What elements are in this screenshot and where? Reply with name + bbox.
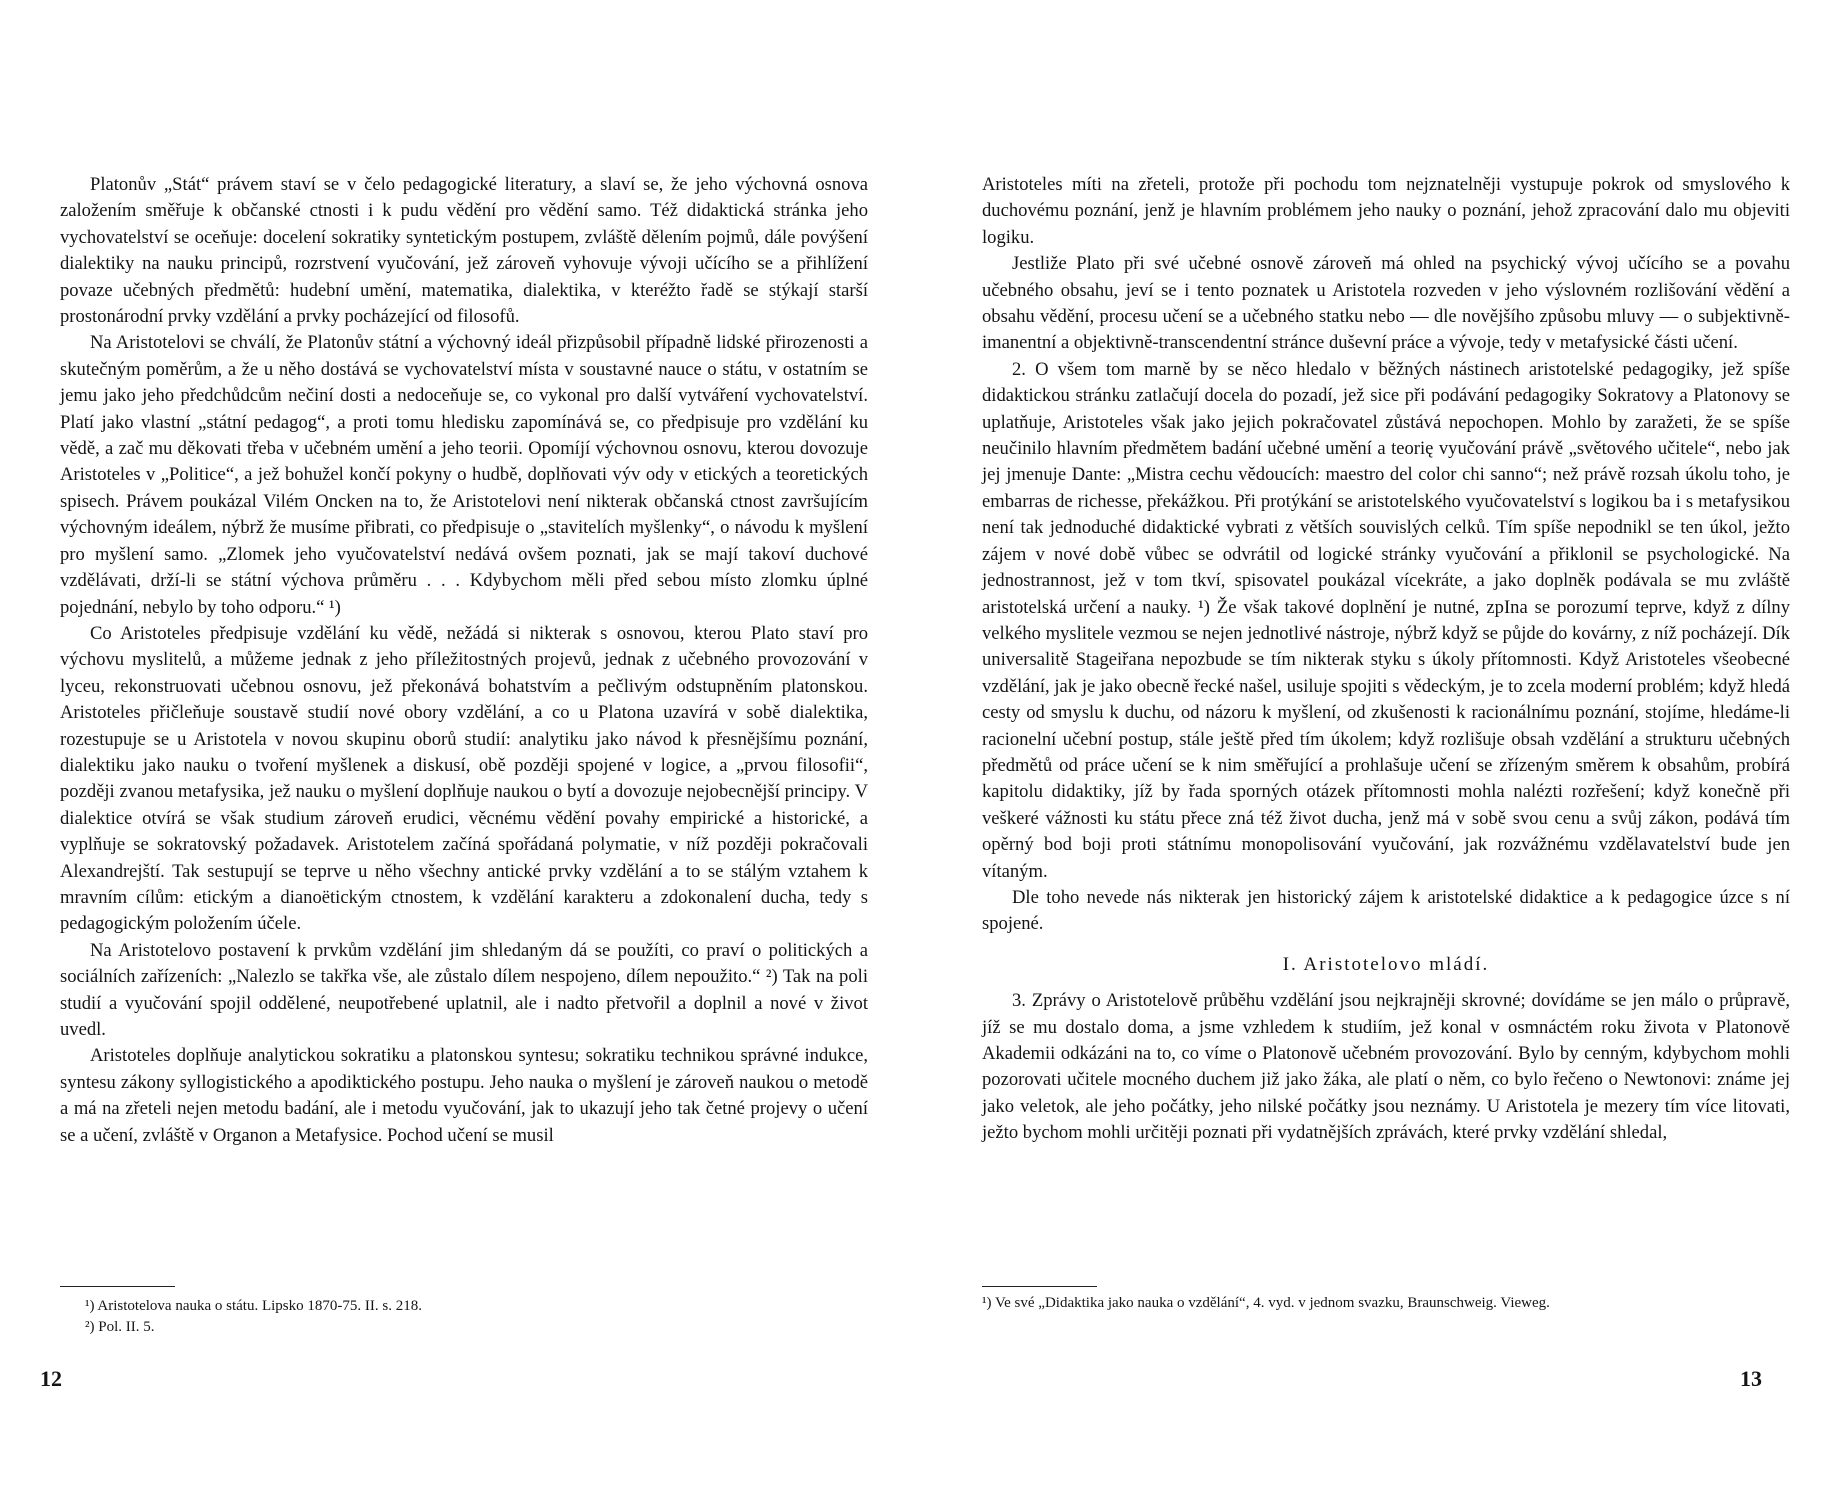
footnotes <box>85 1296 785 1338</box>
paragraph: Dle toho nevede nás nikterak jen historický zájem k aristotelské didaktice a k pedagogice úzce s ní spojené. <box>982 886 1790 935</box>
footnotes <box>982 1293 1790 1314</box>
footnote: ¹) Ve své „Didaktika jako nauka o vzdělání“, 4. vyd. v jednom svazku, Braunschweig. Vieweg. <box>982 1295 1550 1311</box>
paragraph: Jestliže Plato při své učebné osnově zároveň má ohled na psychický vývoj učícího se a povahu učebného obsahu, jeví se i tento poznatek u Aristotela rozveden v jeho výslovném rozlišování vědění a obsahu vědění, procesu učení se a učebného statku nebo — dle novějšího způsobu mluvy — o subjektivně-imanentní a objektivně-transcendentní stránce duševní práce a vývoje, tedy v metafysické části učení. <box>982 253 1790 354</box>
footnote-divider <box>982 1286 1097 1287</box>
paragraph: 3. Zprávy o Aristotelově průběhu vzdělání jsou nejkrajněji skrovné; dovídáme se jen málo o průpravě, jíž se mu dostalo doma, a jsme vzhledem k studiím, jež konal v osmnáctém roku života v Platonově Akademii odkázáni na to, co víme o Platonově učebném provozování. Bylo by cenným, kdybychom mohli pozorovati učitele mocného duchem již jako žáka, ale platí o něm, co bylo řečeno o Newtonovi: známe jej jako veletok, ale jeho počátky, jeho nilské počátky jsou neznámy. U Aristotela je mezery tím více litovati, ježto bychom mohli určitěji poznati při vydatnějších zprávách, které prvky vzdělání shledal, <box>982 990 1790 1144</box>
paragraph: Na Aristotelovo postavení k prvkům vzdělání jim shledaným dá se použíti, co praví o politických a sociálních zařízeních: „Nalezlo se takřka vše, ale zůstalo dílem nespojeno, dílem nepoužito.“ ²) Tak na poli studií a vyučování spojil oddělené, neupotřebené uplatnil, ale i nadto přetvořil a doplnil a nové v život uvedl. <box>60 939 868 1040</box>
paragraph: Platonův „Stát“ právem staví se v čelo pedagogické literatury, a slaví se, že jeho výchovná osnova založením směřuje k občanské ctnosti i k pudu vědění pro vědění samo. Též didaktická stránka jeho vychovatelství se oceňuje: docelení sokratiky syntetickým postupem, zvláště dělením pojmů, dále povýšení dialektiky na nauku principů, rozrstvení vyučování, jež zároveň vyhovuje vývoji učícího se a přihlížení povaze učebných předmětů: hudební umění, matematika, dialektika, v kteréžto řadě se stýkají starší prostonárodní prvky vzdělání a prvky pocházející od filosofů. <box>60 174 868 328</box>
paragraph: Aristoteles doplňuje analytickou sokratiku a platonskou syntesu; sokratiku technikou správné indukce, syntesu zákony syllogistického a apodiktického postupu. Jeho nauka o myšlení je zároveň naukou o metodě a má na zřeteli nejen metodu badání, ale i metodu vyučování, jak to ukazují jeho tak četné projevy o učení se a učení, zvláště v Organon a Metafysice. Pochod učení se musil <box>60 1045 868 1146</box>
paragraph: 2. O všem tom marně by se něco hledalo v běžných nástinech aristotelské pedagogiky, jež spíše didaktickou stránku zatlačují docela do pozadí, jež sice při podávání pedagogiky Sokratovy a Platonovy se uplatňuje, Aristoteles však jako jejich pokračovatel zůstává nepochopen. Mohlo by zaražeti, že se spíše neučinilo hlavním předmětem badání učebné umění a teorię vyučování právě „světového učitele“, nebo jak jej jmenuje Dante: „Mistra cechu vědoucích: maestro del color chi sanno“; než právě rozsah úkolu toho, je embarras de richesse, překážkou. Při protýkání se aristotelského vyučovatelství s logikou ba i s metafysikou není tak jednoduché didaktické vybrati z větších souvislých celků. Tím spíše nepodnikl se ten úkol, ježto zájem v nové době vůbec se odvrátil od logické stránky vyučování a přiklonil se psychologické. Na jednostrannost, jež v tom tkví, spisovatel poukázal vícekráte, a jako doplněk podávala se mu zvláště aristotelská určení a nauky. ¹) Že však takové doplnění je nutné, zpIna se porozumí teprve, když z dílny velkého myslitele vezmou se nejen jednotlivé nástroje, nýbrž když se půjde do kovárny, z níž pocházejí. Dík universalitě Stageiřana nepozbude se tím nikterak styku s úkoly přítomnosti. Když Aristoteles všeobecné vzdělání, jak je jako obecně řecké našel, usiluje spojiti s vědeckým, je to zcela moderní problém; když hledá cesty od smyslu k duchu, od názoru k myšlení, od zkušenosti k racionálnímu poznání, stojíme, hledáme-li racionelní učební postup, stále ještě před tím úkolem; když rozlišuje obsah vzdělání a strukturu učebných předmětů od práce učení se k nim směřující a prohlašuje učení se zřízeným směrem k obsahům, probírá kapitolu didaktiky, jíž by řada sporných otázek přítomnosti mohla nalézti rozřešení; když konečně při veškeré vážnosti ku státu přece zná též život ducha, jenž má v sobě svou cenu a svůj zákon, podává tím opěrný bod boji proti státnímu monopolisování vyučování, jak rozvážnému vzdělavatelství bude jen vítaným. <box>982 358 1790 882</box>
footnote: ¹) Aristotelova nauka o státu. Lipsko 1870-75. II. s. 218. <box>85 1298 422 1314</box>
footnote-divider <box>60 1286 175 1287</box>
footnote: ²) Pol. II. 5. <box>85 1319 155 1335</box>
left-page-text <box>60 172 868 1149</box>
right-page-text <box>982 172 1790 1147</box>
section-heading: I. Aristotelovo mládí. <box>1282 953 1490 975</box>
page-number: 13 <box>1740 1366 1762 1391</box>
page-number: 12 <box>40 1366 62 1391</box>
paragraph: Co Aristoteles předpisuje vzdělání ku vědě, nežádá si nikterak s osnovou, kterou Plato staví pro výchovu myslitelů, a můžeme jednak z jeho příležitostných projevů, jednak z učebného provozování v lyceu, rekonstruovati učebnou osnovu, jež překonává bohatstvím a pečlivým odstupněním platonskou. Aristoteles přičleňuje soustavě studií nové obory vzdělání, a co u Platona uzavírá v sobě dialektika, rozestupuje se u Aristotela v novou skupinu oborů studií: analytiku jako návod k přesnějšímu poznání, dialektiku jako nauku o tvoření myšlenek a diskusí, obě později spojené v logice, a „prvou filosofii“, později zvanou metafysika, jež nauku o myšlení doplňuje naukou o bytí a dovozuje nejobecnější principy. V dialektice otvírá se však studium zároveň erudici, věcnému vědění povahy empirické a historické, a vyplňuje se sokratovský požadavek. Aristotelem začíná spořádaná polymatie, v níž později pokračovali Alexandrejští. Tak sestupují se teprve u něho všechny antické prvky vzdělání a to se stálým vztahem k mravním cílům: etickým a dianoëtickým ctnostem, k vzdělání karakteru a zdokonalení ducha, tedy s pedagogickým položením účele. <box>60 622 868 935</box>
right-page <box>922 0 1844 1500</box>
paragraph: Aristoteles míti na zřeteli, protože při pochodu tom nejznatelněji vystupuje pokrok od smyslového k duchovému poznání, jenž je hlavním problémem jeho nauky o poznání, jehož zpracování dalo mu objeviti logiku. <box>982 174 1790 248</box>
paragraph: Na Aristotelovi se chválí, že Platonův státní a výchovný ideál přizpůsobil případně lidské přirozenosti a skutečným poměrům, a že u něho dostává se vychovatelství místa v soustavné nauce o státu, v ostatním se jemu jako jeho předchůdcům nečiní dosti a nedoceňuje se, co vykonal pro další vytváření vychovatelství. Platí jako vlastní „státní pedagog“, a proti tomu hledisku zapomínává se, co předpisuje pro vzdělání ku vědě, a zač mu děkovati třeba v učebném umění a jeho teorii. Opomíjí výchovnou osnovu, kterou dovozuje Aristoteles v „Politice“, a jež bohužel končí pokyny o hudbě, doplňovati výv ody v etických a teoretických spisech. Právem poukázal Vilém Oncken na to, že Aristotelovi není nikterak občanská ctnost završujícím výchovným ideálem, nýbrž že musíme přibrati, co předpisuje o „stavitelích myšlenky“, o návodu k myšlení pro myšlení samo. „Zlomek jeho vyučovatelství nedává ovšem poznati, jak se mají takoví duchové vzdělávati, drží-li se státní výchova průměru . . . Kdybychom měli před sebou místo zlomku úplné pojednání, nebylo by toho odporu.“ ¹) <box>60 332 868 618</box>
